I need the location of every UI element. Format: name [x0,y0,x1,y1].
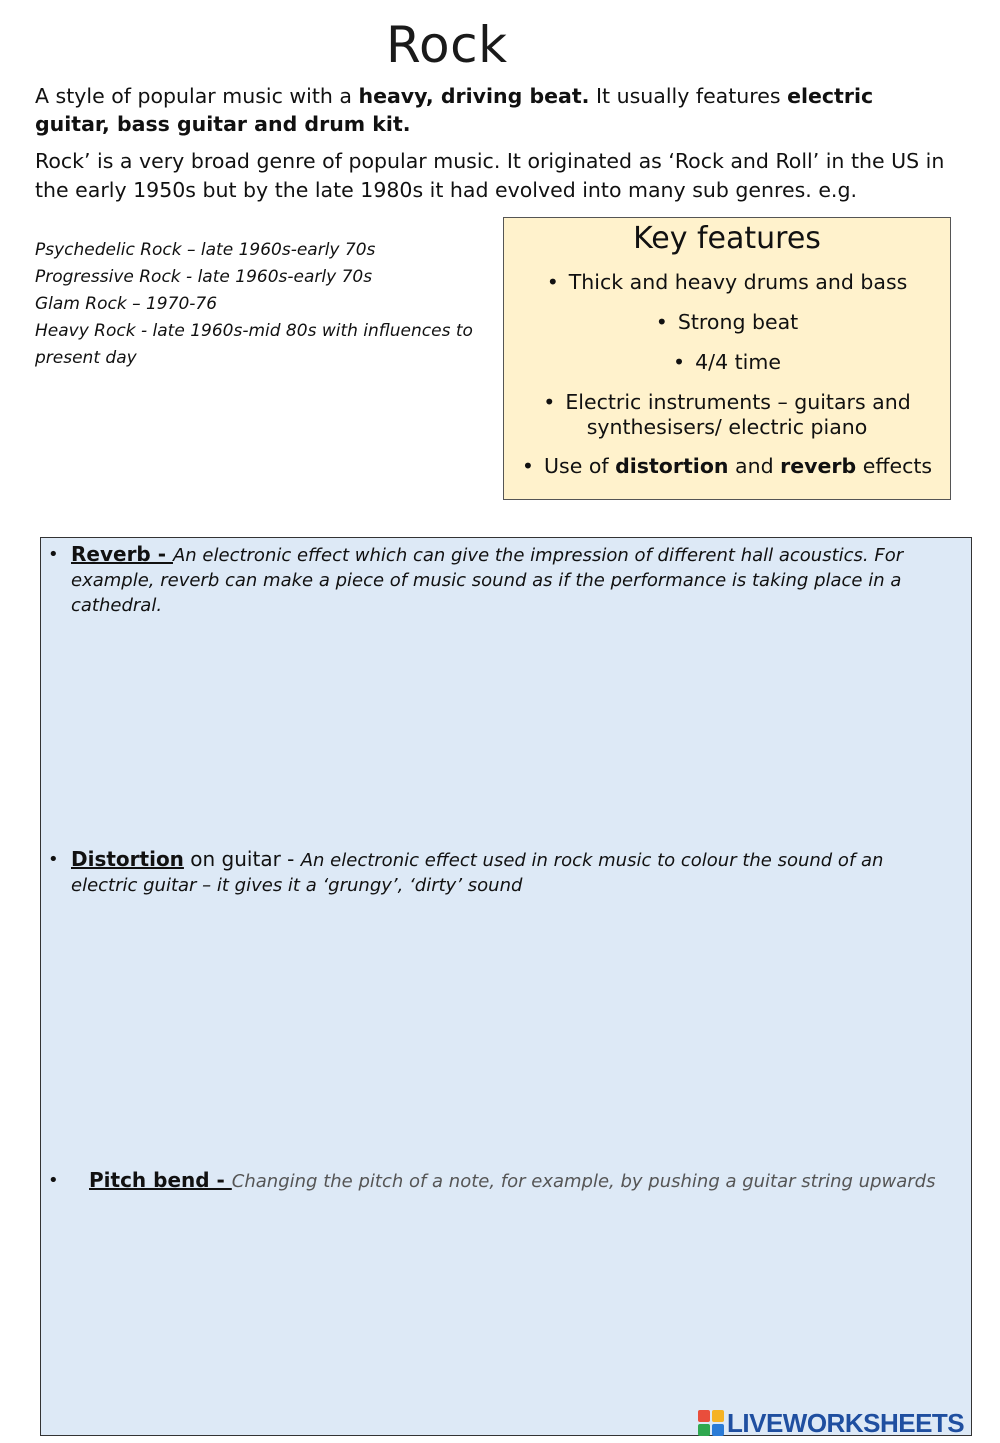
key-features-title: Key features [633,221,821,256]
bullet-icon: • [546,270,559,294]
term-name: Pitch bend - [89,1168,232,1192]
term-body [71,847,946,898]
bullet-icon: • [655,310,668,334]
key-feature-text-2: and [728,454,781,478]
subgenre-item: Glam Rock – 1970-76 [35,294,218,314]
key-feature-text: Thick and heavy drums and bass [568,270,908,294]
term-definition: An electronic effect which can give the impression of different hall acoustics. For example, reverb can make a piece of music sound as if the performance is taking place in a cathedral. [71,545,904,616]
key-feature-item [504,270,950,295]
term-definition: An electronic effect used in rock music to colour the sound of an electric guitar – it gives it a ‘grungy’, ‘dirty’ sound [71,850,884,896]
key-feature-bold-distortion: distortion [615,454,729,478]
subgenre-item: Progressive Rock - late 1960s-early 70s [35,267,373,287]
bullet-icon: • [48,1170,59,1191]
key-feature-item [504,454,950,479]
term-body [71,542,941,618]
liveworksheets-watermark [698,1407,964,1439]
term-body [89,1168,946,1194]
intro-bold-1: heavy, driving beat. [358,84,590,108]
term-name: Distortion [71,847,184,871]
key-feature-text: Electric instruments – guitars and synthesisers/ electric piano [565,390,911,439]
term-pitch-bend [41,1168,946,1194]
watermark-text: LIVEWORKSHEETS [727,1407,965,1438]
intro-text-1: A style of popular music with a [35,84,359,108]
page-title: Rock [386,16,508,74]
term-definition: Changing the pitch of a note, for example, by pushing a guitar string upwards [231,1171,936,1192]
key-feature-text-1: Use of [544,454,616,478]
intro-text-2: It usually features [589,84,788,108]
key-features-box [503,217,951,500]
origin-paragraph: Rock’ is a very broad genre of popular music. It originated as ‘Rock and Roll’ in the US in the early 1950s but by the late 1980s it had evolved into many sub genres. e.g. [35,149,945,202]
key-feature-text: 4/4 time [695,350,781,374]
term-name: Reverb - [71,542,173,566]
key-feature-text: Strong beat [677,310,799,334]
subgenre-list [35,237,495,372]
liveworksheets-logo-icon [698,1410,724,1436]
term-suffix: on guitar - [183,847,301,871]
bullet-icon: • [521,454,535,478]
key-feature-bold-reverb: reverb [780,454,857,478]
subgenre-item: Psychedelic Rock – late 1960s-early 70s [35,240,376,260]
terms-panel [40,537,972,1436]
bullet-icon: • [48,544,59,565]
key-feature-item [504,390,950,440]
bullet-icon: • [48,849,59,870]
intro-bold-2: electric guitar, bass guitar and drum kit. [35,84,874,136]
key-feature-text-3: effects [856,454,933,478]
term-reverb [41,542,941,618]
key-feature-item [504,310,950,335]
bullet-icon: • [543,390,556,414]
subgenre-item: Heavy Rock - late 1960s-mid 80s with influences to present day [35,321,473,368]
intro-paragraph [35,82,955,138]
term-distortion [41,847,946,898]
key-feature-item [504,350,950,375]
bullet-icon: • [673,350,686,374]
